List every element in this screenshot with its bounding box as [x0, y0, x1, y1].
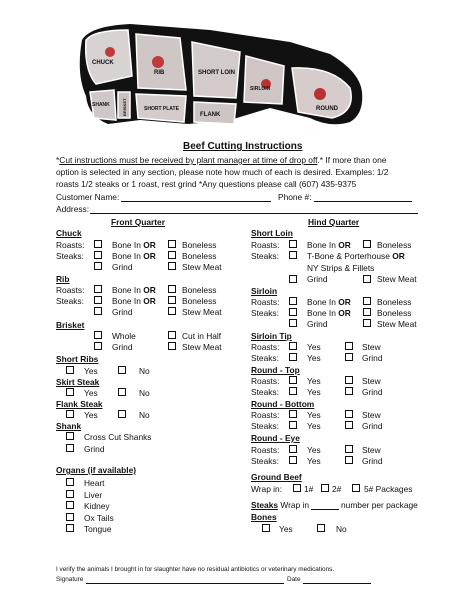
bone-in-text: Bone In	[112, 240, 141, 250]
bone-in-text: Bone In	[307, 240, 336, 250]
round-bottom-steaks-checkbox[interactable]	[289, 421, 297, 429]
customer-name-field[interactable]	[121, 201, 271, 202]
or-text: OR	[338, 308, 351, 318]
short-ribs-yes-label: Yes	[84, 366, 98, 376]
sirloin-grind-label: Grind	[307, 319, 328, 329]
intro-line-2: option is selected in any section, please note how much of each is desired. Examples: 1/2	[56, 167, 389, 177]
flank-no-checkbox[interactable]	[118, 410, 126, 418]
short-loin-tbone-checkbox[interactable]	[289, 251, 297, 259]
skirt-no-label: No	[139, 388, 150, 398]
sirloin-tip-roasts-label: Roasts:	[251, 342, 280, 352]
or-text: OR	[338, 297, 351, 307]
or-text: OR	[143, 240, 156, 250]
round-bottom-roasts-label: Roasts:	[251, 410, 280, 420]
round-eye-stew-checkbox[interactable]	[345, 445, 353, 453]
sirloin-roasts-boneless-label: Boneless	[377, 297, 412, 307]
sirloin-roasts-bonein-label	[307, 298, 351, 306]
organ-heart-checkbox[interactable]	[66, 478, 74, 486]
shank-cross-label: Cross Cut Shanks	[84, 432, 152, 442]
flank-steak-title: Flank Steak	[56, 399, 103, 409]
bone-in-text: Bone In	[307, 297, 336, 307]
chuck-steaks-bonein-checkbox[interactable]	[94, 251, 102, 259]
round-bottom-steaks-label: Steaks:	[251, 421, 279, 431]
round-eye-title: Round - Eye	[251, 433, 300, 443]
date-field[interactable]	[303, 583, 371, 584]
verify-statement: I verify the animals I brought in for slaughter have no residual antibiotics or veterinary medications.	[56, 566, 335, 573]
round-bottom-title: Round - Bottom	[251, 399, 315, 409]
bone-in-text: Bone In	[112, 296, 141, 306]
short-loin-steaks-label: Steaks:	[251, 251, 279, 261]
cut-label-chuck: CHUCK	[92, 60, 114, 66]
beef-cuts-diagram	[70, 12, 368, 132]
round-bottom-grind-label: Grind	[362, 421, 383, 431]
sirloin-tip-stew-checkbox[interactable]	[345, 342, 353, 350]
skirt-steak-title: Skirt Steak	[56, 377, 100, 387]
short-ribs-no-checkbox[interactable]	[118, 366, 126, 374]
short-loin-roasts-label: Roasts:	[251, 240, 280, 250]
flank-no-label: No	[139, 410, 150, 420]
skirt-no-checkbox[interactable]	[118, 388, 126, 396]
brisket-stew-label: Stew Meat	[182, 342, 222, 352]
chuck-roasts-boneless-label: Boneless	[182, 240, 217, 250]
cut-label-rib: RIB	[154, 70, 165, 76]
signature-label: Signature	[56, 576, 84, 583]
round-top-roasts-yes: Yes	[307, 376, 321, 386]
flank-yes-label: Yes	[84, 410, 98, 420]
date-label: Date	[287, 576, 301, 583]
chuck-title: Chuck	[56, 228, 82, 238]
brisket-title: Brisket	[56, 320, 85, 330]
ground-beef-wrap-label: Wrap in:	[251, 484, 283, 494]
rib-roasts-boneless-checkbox[interactable]	[168, 285, 176, 293]
organ-tongue-label: Tongue	[84, 524, 112, 534]
sirloin-steaks-boneless-label: Boneless	[377, 308, 412, 318]
tbone-text: T-Bone & Porterhouse	[307, 251, 390, 261]
intro-line-3: roasts 1/2 steaks or 1 roast, rest grind *Any questions please call (607) 435-9375	[56, 179, 357, 189]
short-loin-stew-label: Stew Meat	[377, 274, 417, 284]
rib-stew-checkbox[interactable]	[168, 307, 176, 315]
short-ribs-title: Short Ribs	[56, 354, 99, 364]
brisket-half-checkbox[interactable]	[168, 331, 176, 339]
round-top-steaks-yes: Yes	[307, 387, 321, 397]
bones-no-checkbox[interactable]	[317, 524, 325, 532]
organ-liver-label: Liver	[84, 490, 103, 500]
sirloin-tip-title: Sirloin Tip	[251, 331, 292, 341]
bones-yes-checkbox[interactable]	[262, 524, 270, 532]
round-top-stew-label: Stew	[362, 376, 381, 386]
round-top-roasts-checkbox[interactable]	[289, 376, 297, 384]
shank-title: Shank	[56, 421, 82, 431]
chuck-steaks-boneless-label: Boneless	[182, 251, 217, 261]
customer-name-label: Customer Name:	[56, 192, 120, 202]
round-eye-roasts-yes: Yes	[307, 445, 321, 455]
sirloin-steaks-bonein-checkbox[interactable]	[289, 308, 297, 316]
brisket-half-label: Cut in Half	[182, 331, 222, 341]
steaks-per-package-field[interactable]	[311, 509, 339, 510]
round-eye-steaks-label: Steaks:	[251, 456, 279, 466]
organ-heart-label: Heart	[84, 478, 105, 488]
rib-roasts-bonein-label	[112, 286, 156, 294]
steaks-wrap-title: Steaks	[251, 500, 279, 510]
cut-label-shank: SHANK	[92, 102, 110, 108]
brisket-whole-checkbox[interactable]	[94, 331, 102, 339]
sirloin-tip-stew-label: Stew	[362, 342, 381, 352]
round-top-title: Round - Top	[251, 365, 300, 375]
organ-kidney-label: Kidney	[84, 501, 110, 511]
sirloin-tip-grind-label: Grind	[362, 353, 383, 363]
address-label: Address:	[56, 204, 90, 214]
rib-grind-label: Grind	[112, 307, 133, 317]
round-top-stew-checkbox[interactable]	[345, 376, 353, 384]
intro-line-1	[56, 156, 386, 164]
rib-stew-label: Stew Meat	[182, 307, 222, 317]
organs-title: Organs (if available)	[56, 465, 137, 475]
rib-steaks-boneless-label: Boneless	[182, 296, 217, 306]
sirloin-tip-steaks-label: Steaks:	[251, 353, 279, 363]
round-top-steaks-label: Steaks:	[251, 387, 279, 397]
round-eye-roasts-label: Roasts:	[251, 445, 280, 455]
front-quarter-heading: Front Quarter	[111, 217, 165, 227]
steaks-wrap-suffix: number per package	[341, 500, 418, 510]
rib-steaks-boneless-checkbox[interactable]	[168, 296, 176, 304]
brisket-grind-label: Grind	[112, 342, 133, 352]
round-top-grind-label: Grind	[362, 387, 383, 397]
short-ribs-no-label: No	[139, 366, 150, 376]
round-top-steaks-checkbox[interactable]	[289, 387, 297, 395]
short-loin-roasts-boneless-checkbox[interactable]	[363, 240, 371, 248]
cut-label-short-plate: SHORT PLATE	[144, 106, 179, 112]
sirloin-steaks-boneless-checkbox[interactable]	[363, 308, 371, 316]
ground-beef-2lb-checkbox[interactable]	[321, 484, 329, 492]
sirloin-title: Sirloin	[251, 286, 278, 296]
sirloin-tip-roasts-checkbox[interactable]	[289, 342, 297, 350]
round-eye-grind-label: Grind	[362, 456, 383, 466]
intro-asterisk: *	[56, 155, 60, 165]
round-eye-stew-label: Stew	[362, 445, 381, 455]
ground-beef-title: Ground Beef	[251, 472, 302, 482]
chuck-roasts-boneless-checkbox[interactable]	[168, 240, 176, 248]
phone-label: Phone #:	[278, 192, 312, 202]
round-bottom-stew-checkbox[interactable]	[345, 410, 353, 418]
ground-beef-2lb-label: 2#	[332, 484, 342, 494]
sirloin-stew-label: Stew Meat	[377, 319, 417, 329]
steaks-wrap-row	[251, 501, 309, 509]
cut-label-short-loin: SHORT LOIN	[198, 70, 235, 76]
sirloin-roasts-label: Roasts:	[251, 297, 280, 307]
organ-tongue-checkbox[interactable]	[66, 524, 74, 532]
sirloin-steaks-bonein-label	[307, 309, 351, 317]
page-title: Beef Cutting Instructions	[183, 141, 303, 152]
steaks-wrap-text: Wrap in	[280, 500, 310, 510]
bone-in-text: Bone In	[112, 251, 141, 261]
round-eye-steaks-checkbox[interactable]	[289, 456, 297, 464]
brisket-whole-label: Whole	[112, 331, 136, 341]
short-loin-tbone-label	[307, 252, 405, 260]
bones-yes-label: Yes	[279, 524, 293, 534]
brisket-stew-checkbox[interactable]	[168, 342, 176, 350]
short-loin-ny-label: NY Strips & Fillets	[307, 263, 375, 273]
shank-cross-checkbox[interactable]	[66, 432, 74, 440]
brisket-grind-checkbox[interactable]	[94, 342, 102, 350]
round-bottom-steaks-yes: Yes	[307, 421, 321, 431]
shank-grind-label: Grind	[84, 444, 105, 454]
chuck-steaks-bonein-label	[112, 252, 156, 260]
intro-underlined: Cut instructions must be received by plant manager at time of drop off	[59, 155, 318, 165]
or-text: OR	[143, 296, 156, 306]
short-loin-title: Short Loin	[251, 228, 293, 238]
chuck-steaks-label: Steaks:	[56, 251, 84, 261]
short-loin-roasts-bonein-checkbox[interactable]	[289, 240, 297, 248]
sirloin-tip-grind-checkbox[interactable]	[345, 353, 353, 361]
skirt-yes-label: Yes	[84, 388, 98, 398]
ground-beef-1lb-checkbox[interactable]	[293, 484, 301, 492]
round-eye-grind-checkbox[interactable]	[345, 456, 353, 464]
round-top-roasts-label: Roasts:	[251, 376, 280, 386]
rib-roasts-bonein-checkbox[interactable]	[94, 285, 102, 293]
or-text: OR	[392, 251, 405, 261]
chuck-roasts-bonein-checkbox[interactable]	[94, 240, 102, 248]
intro-suffix: .* If more than one	[317, 155, 387, 165]
bone-in-text: Bone In	[112, 285, 141, 295]
cut-label-round: ROUND	[316, 106, 338, 112]
round-bottom-roasts-checkbox[interactable]	[289, 410, 297, 418]
short-loin-stew-checkbox[interactable]	[363, 275, 371, 283]
phone-field[interactable]	[314, 201, 412, 202]
ground-beef-5lb-label: 5# Packages	[364, 484, 413, 494]
skirt-yes-checkbox[interactable]	[66, 388, 74, 396]
chuck-stew-checkbox[interactable]	[168, 262, 176, 270]
rib-grind-checkbox[interactable]	[94, 307, 102, 315]
chuck-grind-label: Grind	[112, 262, 133, 272]
sirloin-stew-checkbox[interactable]	[363, 319, 371, 327]
bones-no-label: No	[336, 524, 347, 534]
ground-beef-1lb-label: 1#	[304, 484, 314, 494]
round-bottom-roasts-yes: Yes	[307, 410, 321, 420]
chuck-roasts-bonein-label	[112, 241, 156, 249]
sirloin-tip-steaks-yes: Yes	[307, 353, 321, 363]
sirloin-steaks-label: Steaks:	[251, 308, 279, 318]
round-bottom-grind-checkbox[interactable]	[345, 421, 353, 429]
flank-yes-checkbox[interactable]	[66, 410, 74, 418]
signature-field[interactable]	[86, 583, 284, 584]
chuck-stew-label: Stew Meat	[182, 262, 222, 272]
sirloin-roasts-boneless-checkbox[interactable]	[363, 297, 371, 305]
round-eye-steaks-yes: Yes	[307, 456, 321, 466]
shank-grind-checkbox[interactable]	[66, 444, 74, 452]
cut-label-brisket: BRISKET	[122, 98, 127, 116]
or-text: OR	[143, 251, 156, 261]
chuck-grind-checkbox[interactable]	[94, 262, 102, 270]
short-loin-grind-label: Grind	[307, 274, 328, 284]
rib-steaks-label: Steaks:	[56, 296, 84, 306]
round-top-grind-checkbox[interactable]	[345, 387, 353, 395]
bones-title: Bones	[251, 512, 277, 522]
bone-in-text: Bone In	[307, 308, 336, 318]
rib-steaks-bonein-checkbox[interactable]	[94, 296, 102, 304]
organ-oxtails-label: Ox Tails	[84, 513, 114, 523]
chuck-steaks-boneless-checkbox[interactable]	[168, 251, 176, 259]
round-eye-roasts-checkbox[interactable]	[289, 445, 297, 453]
organ-liver-checkbox[interactable]	[66, 490, 74, 498]
short-loin-grind-checkbox[interactable]	[289, 275, 297, 283]
rib-title: Rib	[56, 274, 70, 284]
rib-roasts-label: Roasts:	[56, 285, 85, 295]
sirloin-tip-steaks-checkbox[interactable]	[289, 353, 297, 361]
ground-beef-5lb-checkbox[interactable]	[352, 484, 360, 492]
organ-oxtails-checkbox[interactable]	[66, 513, 74, 521]
rib-steaks-bonein-label	[112, 297, 156, 305]
hind-quarter-heading: Hind Quarter	[308, 217, 360, 227]
short-ribs-yes-checkbox[interactable]	[66, 366, 74, 374]
organ-kidney-checkbox[interactable]	[66, 501, 74, 509]
sirloin-roasts-bonein-checkbox[interactable]	[289, 297, 297, 305]
round-bottom-stew-label: Stew	[362, 410, 381, 420]
cut-label-flank: FLANK	[200, 112, 221, 118]
chuck-roasts-label: Roasts:	[56, 240, 85, 250]
short-loin-roasts-bonein-label	[307, 241, 351, 249]
sirloin-grind-checkbox[interactable]	[289, 319, 297, 327]
sirloin-tip-roasts-yes: Yes	[307, 342, 321, 352]
or-text: OR	[143, 285, 156, 295]
address-field[interactable]	[90, 213, 418, 214]
or-text: OR	[338, 240, 351, 250]
short-loin-roasts-boneless-label: Boneless	[377, 240, 412, 250]
rib-roasts-boneless-label: Boneless	[182, 285, 217, 295]
cut-label-sirloin: SIRLOIN	[250, 86, 271, 92]
